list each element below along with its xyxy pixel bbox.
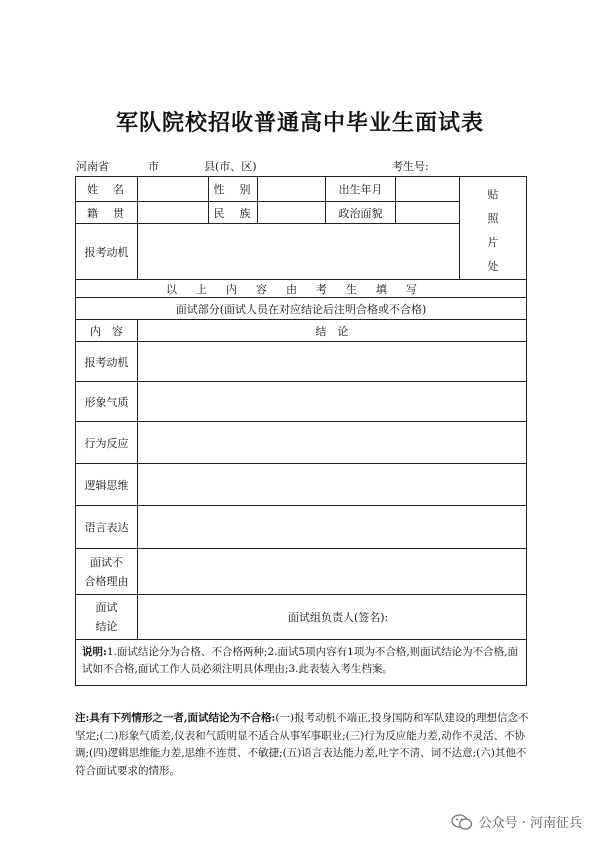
fail-reason-label bbox=[76, 549, 138, 595]
page-title: 军队院校招收普通高中毕业生面试表 bbox=[115, 110, 484, 136]
birth-label: 出生年月 bbox=[326, 177, 396, 202]
result-field[interactable] bbox=[138, 506, 527, 549]
item-motivation: 报考动机 bbox=[76, 342, 138, 382]
bottom-note bbox=[75, 710, 531, 780]
watermark bbox=[451, 812, 582, 831]
notes-label: 说明: bbox=[82, 646, 107, 658]
political-label: 政治面貌 bbox=[326, 202, 396, 224]
self-motivation-field[interactable] bbox=[138, 224, 460, 280]
gender-field[interactable] bbox=[258, 177, 326, 202]
birth-field[interactable] bbox=[396, 177, 460, 202]
conclusion-label bbox=[76, 595, 138, 640]
filled-by-note: 以上内容由考生填写 bbox=[76, 280, 527, 298]
item-reaction: 行为反应 bbox=[76, 422, 138, 464]
name-field[interactable] bbox=[138, 177, 209, 202]
fail-reason-field[interactable] bbox=[138, 549, 527, 595]
bottom-note-text: (一)报考动机不端正,投身国防和军队建设的理想信念不坚定;(二)形象气质差,仪表和气质明显不适合从事军事职业;(三)行为反应能力差,动作不灵活、不协调;(四)逻辑思维能力差,思维不连贯、不敏捷;(五)语言表达能力差,吐字不清、词不达意;(六)其他不符合面试要求的情形。 bbox=[75, 712, 529, 777]
col-result-header: 结 论 bbox=[138, 320, 527, 342]
notes-box bbox=[76, 640, 527, 686]
county-label: 县(市、区) bbox=[204, 160, 257, 173]
form-header bbox=[76, 158, 536, 176]
result-field[interactable] bbox=[138, 342, 527, 382]
photo-char: 贴 bbox=[487, 188, 499, 201]
conclusion-field[interactable] bbox=[138, 595, 527, 640]
notes-text: 1.面试结论分为合格、不合格两种;2.面试5项内容有1项为不合格,则面试结论为不合格,面试如不合格,面试工作人员必须注明具体理由;3.此表装入考生档案。 bbox=[82, 646, 518, 675]
photo-char: 处 bbox=[487, 260, 499, 273]
result-field[interactable] bbox=[138, 464, 527, 506]
conclusion-line: 面试 bbox=[95, 601, 118, 614]
name-label: 姓 名 bbox=[76, 177, 138, 202]
item-appearance: 形象气质 bbox=[76, 382, 138, 422]
result-field[interactable] bbox=[138, 382, 527, 422]
native-field[interactable] bbox=[138, 202, 209, 224]
photo-box bbox=[460, 177, 527, 280]
ethnic-label: 民 族 bbox=[209, 202, 258, 224]
candidate-no-label: 考生号: bbox=[392, 160, 429, 173]
signature-label: 面试组负责人(签名): bbox=[288, 611, 389, 624]
city-label: 市 bbox=[148, 160, 159, 173]
photo-char: 照 bbox=[487, 212, 499, 225]
section-title: 面试部分(面试人员在对应结论后注明合格或不合格) bbox=[76, 298, 527, 320]
political-field[interactable] bbox=[396, 202, 460, 224]
province-label: 河南省 bbox=[76, 160, 109, 173]
ethnic-field[interactable] bbox=[258, 202, 326, 224]
col-content-header: 内 容 bbox=[76, 320, 138, 342]
item-speech: 语言表达 bbox=[76, 506, 138, 549]
fail-reason-line: 合格理由 bbox=[84, 574, 129, 588]
photo-char: 片 bbox=[487, 236, 499, 249]
watermark-text: 公众号 · 河南征兵 bbox=[478, 816, 582, 831]
item-logic: 逻辑思维 bbox=[76, 464, 138, 506]
native-label: 籍 贯 bbox=[76, 202, 138, 224]
wechat-icon bbox=[451, 813, 473, 831]
fail-reason-line: 面试不 bbox=[90, 555, 123, 569]
bottom-note-label: 注:具有下列情形之一者,面试结论为不合格: bbox=[75, 712, 276, 724]
self-motivation-label: 报考动机 bbox=[76, 224, 138, 280]
result-field[interactable] bbox=[138, 422, 527, 464]
conclusion-line: 结论 bbox=[95, 620, 118, 633]
interview-form-table bbox=[75, 176, 527, 686]
gender-label: 性 别 bbox=[209, 177, 258, 202]
